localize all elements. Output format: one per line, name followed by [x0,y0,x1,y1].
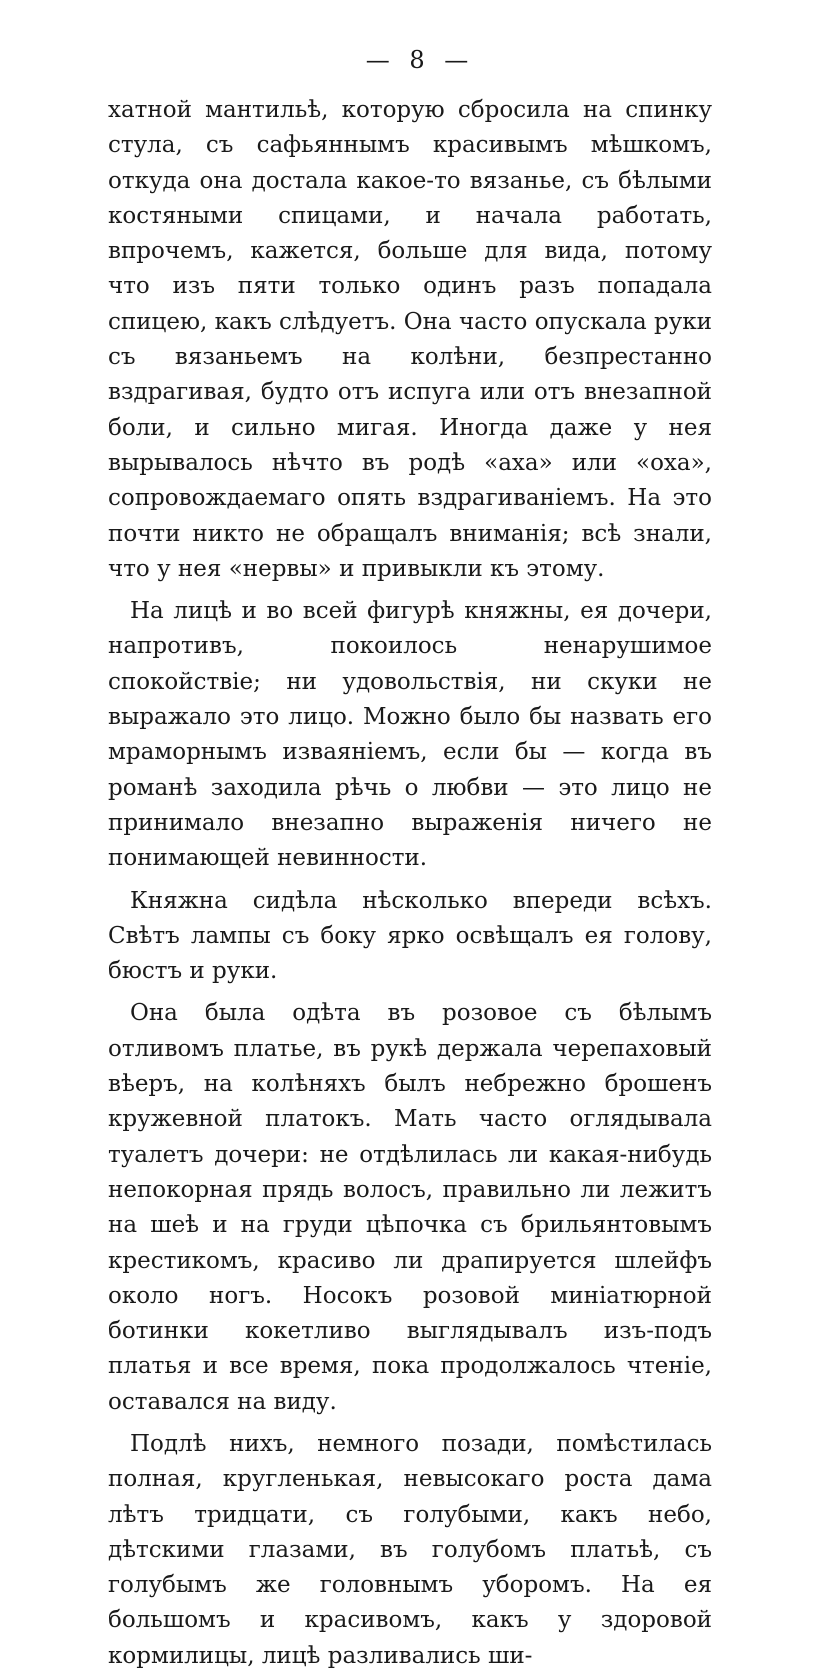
paragraph-4: Она была одѣта въ розовое съ бѣлымъ отливомъ платье, въ рукѣ держала черепаховый вѣеръ, на колѣняхъ былъ небрежно брошенъ кружевной платокъ. Мать часто оглядывала туалетъ дочери: не отдѣлилась ли какая-нибудь непокорная прядь волосъ, правильно ли лежитъ на шеѣ и на груди цѣпочка съ брильянтовымъ крестикомъ, красиво ли драпируется шлейфъ около ногъ. Носокъ розовой миніатюрной ботинки кокетливо выглядывалъ изъ-подъ платья и все время, пока продолжалось чтеніе, оставался на виду. [108,1000,712,1415]
paragraph-3: Княжна сидѣла нѣсколько впереди всѣхъ. Свѣтъ лампы съ боку ярко освѣщалъ ея голову, бюстъ и руки. [108,887,712,985]
paragraph-2: На лицѣ и во всей фигурѣ княжны, ея дочери, напротивъ, покоилось ненарушимое спокойствіе; ни удовольствія, ни скуки не выражало это лицо. Можно было бы назвать его мраморнымъ изваяніемъ, если бы — когда въ романѣ заходила рѣчь о любви — это лицо не принимало внезапно выраженія ничего не понимающей невинности. [108,598,712,872]
body-text [108,93,712,1674]
paragraph-5: Подлѣ нихъ, немного позади, помѣстилась полная, кругленькая, невысокаго роста дама лѣтъ тридцати, съ голубыми, какъ небо, дѣтскими глазами, въ голубомъ платьѣ, съ голубымъ же головнымъ уборомъ. На ея большомъ и красивомъ, какъ у здоровой кормилицы, лицѣ разливались ши- [108,1430,712,1669]
page-number: — 8 — [365,46,475,74]
paragraph-1: хатной мантильѣ, которую сбросила на спинку стула, съ сафьяннымъ красивымъ мѣшкомъ, откуда она достала какое-то вязанье, съ бѣлыми костяными спицами, и начала работать, впрочемъ, кажется, больше для вида, потому что изъ пяти только одинъ разъ попадала спицею, какъ слѣдуетъ. Она часто опускала руки съ вязаньемъ на колѣни, безпрестанно вздрагивая, будто отъ испуга или отъ внезапной боли, и сильно мигая. Иногда даже у нея вырывалось нѣчто въ родѣ «аха» или «оха», сопровождаемаго опять вздрагиваніемъ. На это почти никто не обращалъ вниманія; всѣ знали, что у нея «нервы» и привыкли къ этому. [108,97,712,582]
